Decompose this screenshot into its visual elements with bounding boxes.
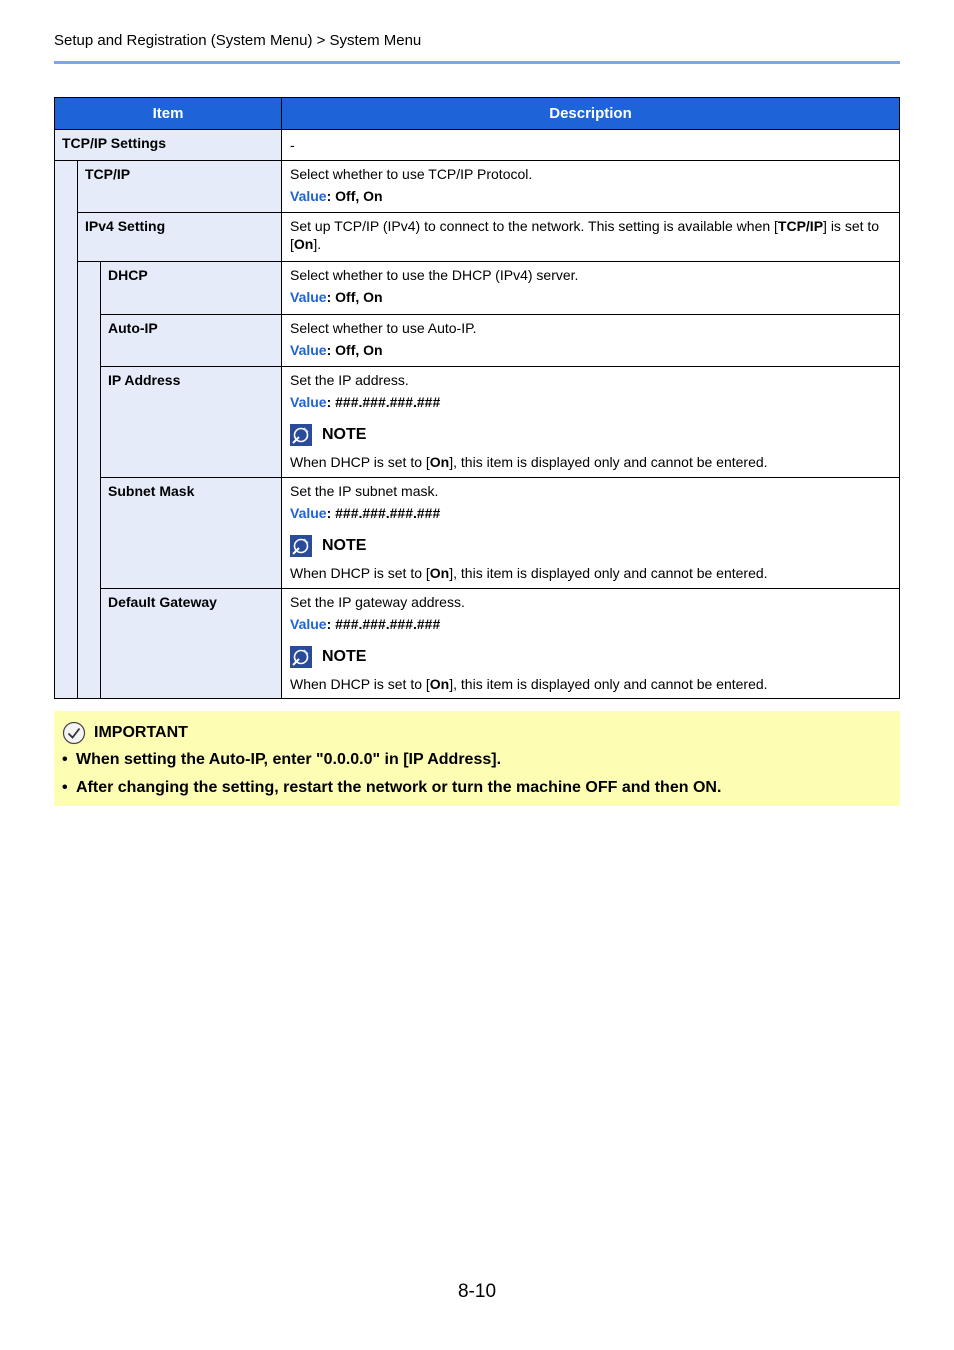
desc-bold: On — [293, 236, 314, 252]
value-label: Value — [290, 289, 327, 305]
note-bold: On — [429, 565, 450, 581]
value-text: : ###.###.###.### — [326, 394, 441, 410]
note-text — [290, 675, 891, 693]
desc-text: Set the IP address. — [290, 372, 409, 388]
column-header-description: Description — [281, 97, 900, 130]
desc-text: ] is set to [ — [290, 218, 880, 252]
desc-text: Select whether to use TCP/IP Protocol. — [290, 166, 533, 182]
note-icon — [290, 535, 312, 557]
row-item-dhcp: DHCP — [100, 261, 282, 315]
row-item-ip-address: IP Address — [100, 366, 282, 478]
value-text: : Off, On — [326, 188, 383, 204]
value-text: : Off, On — [326, 342, 383, 358]
note-title: NOTE — [322, 426, 367, 443]
row-item-ipv4-setting: IPv4 Setting — [77, 212, 282, 262]
indent-level-1 — [54, 160, 78, 699]
note-heading — [290, 423, 891, 447]
value-label: Value — [290, 394, 327, 410]
row-desc-tcpip — [281, 160, 900, 213]
note-text-part: When DHCP is set to [ — [290, 565, 430, 581]
note-text-part: ], this item is displayed only and cannot be entered. — [449, 676, 768, 692]
row-item-tcpip: TCP/IP — [77, 160, 282, 213]
value-label: Value — [290, 505, 327, 521]
value-label: Value — [290, 616, 327, 632]
header-divider — [54, 61, 900, 64]
row-desc-dhcp — [281, 261, 900, 315]
note-icon — [290, 646, 312, 668]
row-desc-ip-address — [281, 366, 900, 478]
note-icon — [290, 424, 312, 446]
important-bullet: • After changing the setting, restart the network or turn the machine OFF and then ON. — [62, 779, 722, 796]
page-number: 8-10 — [457, 1281, 497, 1302]
breadcrumb: Setup and Registration (System Menu) > System Menu — [54, 32, 422, 49]
desc-text: Set up TCP/IP (IPv4) to connect to the network. This setting is available when [ — [290, 218, 778, 234]
value-text: : ###.###.###.### — [326, 505, 441, 521]
note-text — [290, 564, 891, 582]
note-heading — [290, 534, 891, 558]
note-text-part: When DHCP is set to [ — [290, 454, 430, 470]
note-title: NOTE — [322, 537, 367, 554]
note-text-part: When DHCP is set to [ — [290, 676, 430, 692]
desc-text: Set the IP subnet mask. — [290, 483, 439, 499]
bullet-text: After changing the setting, restart the network or turn the machine OFF and then ON. — [76, 779, 722, 796]
important-bullet: • When setting the Auto-IP, enter "0.0.0.0" in [IP Address]. — [62, 751, 502, 768]
row-item-auto-ip: Auto-IP — [100, 314, 282, 367]
desc-text: Select whether to use the DHCP (IPv4) server. — [290, 267, 579, 283]
bullet-text: When setting the Auto-IP, enter "0.0.0.0" in [IP Address]. — [76, 751, 502, 768]
note-title: NOTE — [322, 648, 367, 665]
important-title: IMPORTANT — [94, 724, 188, 741]
value-label: Value — [290, 188, 327, 204]
desc-bold: TCP/IP — [777, 218, 824, 234]
indent-level-2 — [77, 261, 101, 699]
settings-table — [54, 97, 900, 699]
row-desc-subnet-mask — [281, 477, 900, 589]
column-header-item: Item — [54, 97, 282, 130]
row-item-subnet-mask: Subnet Mask — [100, 477, 282, 589]
row-desc-auto-ip — [281, 314, 900, 367]
important-box — [54, 711, 900, 806]
desc-text: Set the IP gateway address. — [290, 594, 465, 610]
checkmark-icon — [62, 721, 86, 745]
note-text-part: ], this item is displayed only and cannot be entered. — [449, 565, 768, 581]
note-text-part: ], this item is displayed only and cannot be entered. — [449, 454, 768, 470]
value-text: : ###.###.###.### — [326, 616, 441, 632]
note-text — [290, 453, 891, 471]
value-label: Value — [290, 342, 327, 358]
note-bold: On — [429, 676, 450, 692]
desc-text: ]. — [313, 236, 322, 252]
row-item-default-gateway: Default Gateway — [100, 588, 282, 699]
important-heading — [62, 721, 892, 745]
row-desc-default-gateway — [281, 588, 900, 699]
note-bold: On — [429, 454, 450, 470]
value-text: : Off, On — [326, 289, 383, 305]
row-item-tcpip-settings: TCP/IP Settings — [54, 129, 282, 161]
desc-text: Select whether to use Auto-IP. — [290, 320, 477, 336]
row-desc-tcpip-settings: - — [281, 129, 900, 161]
note-heading — [290, 645, 891, 669]
row-desc-ipv4-setting — [281, 212, 900, 262]
